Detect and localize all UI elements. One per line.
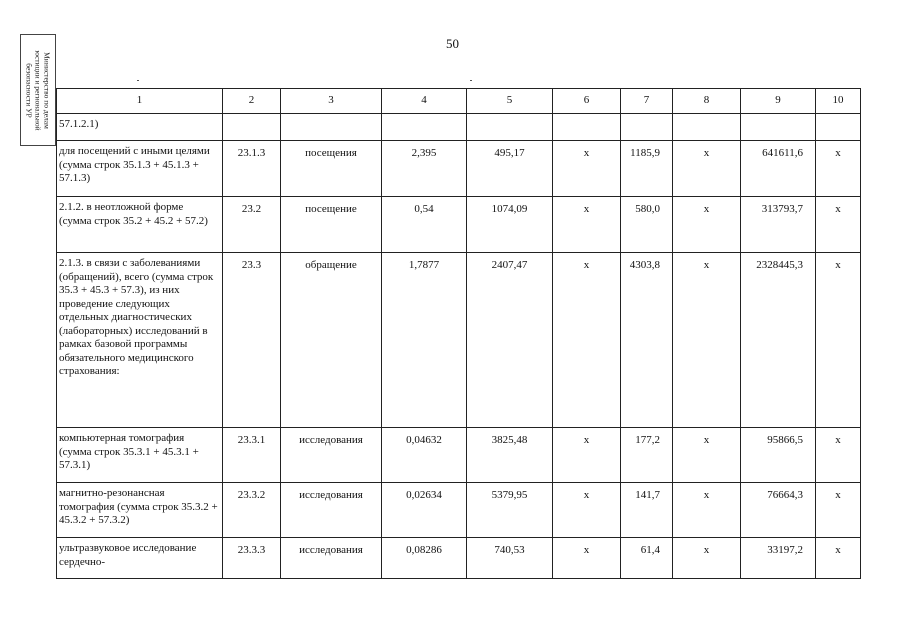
row-description: ультразвуковое исследование сердечно- xyxy=(57,538,223,579)
row-cost: 2407,47 xyxy=(467,253,553,428)
table-header-row xyxy=(57,89,861,114)
row-col6: х xyxy=(553,428,621,483)
row-col6: х xyxy=(553,197,621,253)
row-code: 23.3.2 xyxy=(223,483,281,538)
table-row xyxy=(57,197,861,253)
column-header: 4 xyxy=(382,89,467,114)
row-volume: 1,7877 xyxy=(382,253,467,428)
stamp-line: Министерство по делам xyxy=(42,51,52,129)
row-description: 57.1.2.1) xyxy=(57,114,223,141)
scan-mark xyxy=(470,80,472,81)
row-total: 2328445,3 xyxy=(741,253,816,428)
row-col8 xyxy=(673,114,741,141)
stamp-text xyxy=(25,50,52,130)
table-row xyxy=(57,538,861,579)
row-col8: х xyxy=(673,253,741,428)
column-header: 9 xyxy=(741,89,816,114)
row-total: 33197,2 xyxy=(741,538,816,579)
row-col8: х xyxy=(673,197,741,253)
row-unit: исследования xyxy=(281,538,382,579)
row-col8: х xyxy=(673,428,741,483)
row-volume: 0,04632 xyxy=(382,428,467,483)
row-unit: посещение xyxy=(281,197,382,253)
row-cost: 3825,48 xyxy=(467,428,553,483)
row-code: 23.3.1 xyxy=(223,428,281,483)
row-code: 23.2 xyxy=(223,197,281,253)
column-header: 5 xyxy=(467,89,553,114)
table-row xyxy=(57,483,861,538)
row-col6: х xyxy=(553,253,621,428)
row-col10: х xyxy=(816,253,861,428)
row-per-capita: 61,4 xyxy=(621,538,673,579)
row-per-capita xyxy=(621,114,673,141)
row-col8: х xyxy=(673,483,741,538)
page-number: 50 xyxy=(446,36,459,51)
row-col6: х xyxy=(553,483,621,538)
row-volume: 2,395 xyxy=(382,141,467,197)
row-col10: х xyxy=(816,197,861,253)
stamp-line: безопасности УР xyxy=(24,62,34,118)
row-per-capita: 4303,8 xyxy=(621,253,673,428)
row-total: 641611,6 xyxy=(741,141,816,197)
row-code xyxy=(223,114,281,141)
row-col10 xyxy=(816,114,861,141)
row-code: 23.3 xyxy=(223,253,281,428)
table-row xyxy=(57,428,861,483)
row-col8: х xyxy=(673,141,741,197)
row-description: для посещений с иными целями (сумма строк 35.1.3 + 45.1.3 + 57.1.3) xyxy=(57,141,223,197)
row-unit: посещения xyxy=(281,141,382,197)
row-col10: х xyxy=(816,141,861,197)
row-code: 23.3.3 xyxy=(223,538,281,579)
row-description: 2.1.3. в связи с заболеваниями (обращений), всего (сумма строк 35.3 + 45.3 + 57.3), из них проведение следующих отдельных диагностических (лабораторных) исследований в рамках базовой программы обязательного медицинского страхования: xyxy=(57,253,223,428)
row-cost: 740,53 xyxy=(467,538,553,579)
row-code: 23.1.3 xyxy=(223,141,281,197)
table-row xyxy=(57,114,861,141)
row-unit: исследования xyxy=(281,428,382,483)
row-unit: обращение xyxy=(281,253,382,428)
row-total: 76664,3 xyxy=(741,483,816,538)
column-header: 3 xyxy=(281,89,382,114)
row-description: компьютерная томография (сумма строк 35.3.1 + 45.3.1 + 57.3.1) xyxy=(57,428,223,483)
column-header: 7 xyxy=(621,89,673,114)
row-volume xyxy=(382,114,467,141)
row-unit xyxy=(281,114,382,141)
stamp-line: юстиции и региональной xyxy=(33,49,43,131)
row-total: 95866,5 xyxy=(741,428,816,483)
row-cost: 5379,95 xyxy=(467,483,553,538)
row-per-capita: 1185,9 xyxy=(621,141,673,197)
column-header: 10 xyxy=(816,89,861,114)
row-description: 2.1.2. в неотложной форме (сумма строк 35.2 + 45.2 + 57.2) xyxy=(57,197,223,253)
row-volume: 0,02634 xyxy=(382,483,467,538)
row-unit: исследования xyxy=(281,483,382,538)
medical-tariff-table xyxy=(56,88,861,579)
row-col10: х xyxy=(816,428,861,483)
scan-mark xyxy=(137,80,139,81)
row-volume: 0,54 xyxy=(382,197,467,253)
row-description: магнитно-резонансная томография (сумма строк 35.3.2 + 45.3.2 + 57.3.2) xyxy=(57,483,223,538)
table-row xyxy=(57,141,861,197)
column-header: 2 xyxy=(223,89,281,114)
row-total: 313793,7 xyxy=(741,197,816,253)
row-per-capita: 141,7 xyxy=(621,483,673,538)
row-cost: 495,17 xyxy=(467,141,553,197)
row-col6: х xyxy=(553,538,621,579)
column-header: 1 xyxy=(57,89,223,114)
row-per-capita: 177,2 xyxy=(621,428,673,483)
row-col8: х xyxy=(673,538,741,579)
row-col6: х xyxy=(553,141,621,197)
row-volume: 0,08286 xyxy=(382,538,467,579)
column-header: 6 xyxy=(553,89,621,114)
row-cost: 1074,09 xyxy=(467,197,553,253)
table-row xyxy=(57,253,861,428)
row-total xyxy=(741,114,816,141)
column-header: 8 xyxy=(673,89,741,114)
row-col10: х xyxy=(816,483,861,538)
ministry-stamp xyxy=(20,34,56,146)
row-col6 xyxy=(553,114,621,141)
row-cost xyxy=(467,114,553,141)
row-per-capita: 580,0 xyxy=(621,197,673,253)
row-col10: х xyxy=(816,538,861,579)
